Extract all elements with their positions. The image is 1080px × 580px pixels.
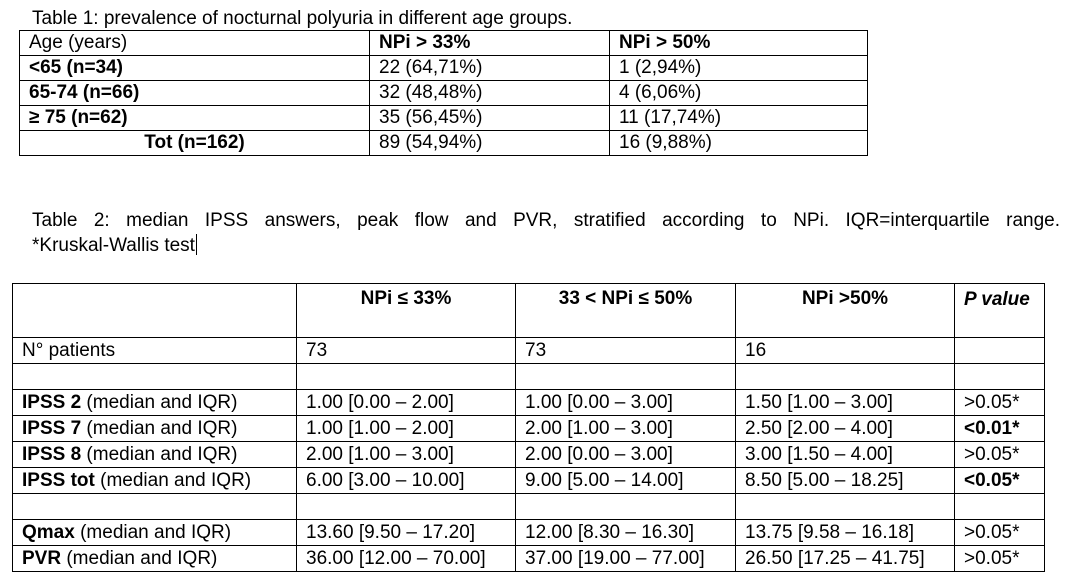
table2-label-rest: (median and IQR) [61,548,218,569]
table2-cell [13,494,297,520]
table2-row-label [13,546,297,572]
table2-row-label [13,390,297,416]
table1-header-cell: NPi > 33% [370,31,610,56]
table1-header-row [20,31,868,56]
table1-cell: 1 (2,94%) [610,56,868,81]
table1-cell: 65-74 (n=66) [20,81,370,106]
table1-total-row [20,131,868,156]
table2-cell: 37.00 [19.00 – 77.00] [516,546,736,572]
table2-cell: 2.50 [2.00 – 4.00] [736,416,955,442]
table2-p-value: >0.05* [955,390,1045,416]
table2-p-value: >0.05* [955,520,1045,546]
table2-p-value: >0.05* [955,442,1045,468]
table2-cell: 73 [297,338,516,364]
table2-label-bold: IPSS 8 [22,444,82,465]
table2-label-bold: PVR [22,548,62,569]
table2-cell: 26.50 [17.25 – 41.75] [736,546,955,572]
table2 [12,283,1045,572]
table1-cell: 16 (9,88%) [610,131,868,156]
table2-label-bold: IPSS 7 [22,418,82,439]
table1 [19,30,868,156]
table1-header-cell: Age (years) [20,31,370,56]
table2-row-label [13,468,297,494]
table2-cell [955,338,1045,364]
table2-header-cell: NPi ≤ 33% [297,284,516,338]
table2-caption-line2[interactable] [32,234,197,257]
table-row [13,468,1045,494]
table2-header-cell: NPi >50% [736,284,955,338]
table2-caption-footnote: *Kruskal-Wallis test [32,235,195,256]
table1-cell: 35 (56,45%) [370,106,610,131]
table2-label-rest: (median and IQR) [81,418,238,439]
table2-cell [955,364,1045,390]
table2-label-rest: (median and IQR) [81,392,238,413]
table2-cell: 36.00 [12.00 – 70.00] [297,546,516,572]
table2-caption: Table 2: median IPSS answers, peak flow and PVR, stratified according to NPi. IQR=interquartile range. [32,210,1060,231]
table2-cell: 6.00 [3.00 – 10.00] [297,468,516,494]
table1-cell: 4 (6,06%) [610,81,868,106]
table2-cell [516,364,736,390]
table-row [13,390,1045,416]
table1-header-cell: NPi > 50% [610,31,868,56]
table2-cell: 1.00 [0.00 – 3.00] [516,390,736,416]
table-row [13,416,1045,442]
table2-row-label [13,442,297,468]
table2-cell [516,494,736,520]
table2-patients-row [13,338,1045,364]
table2-cell: 12.00 [8.30 – 16.30] [516,520,736,546]
table1-cell: <65 (n=34) [20,56,370,81]
table2-cell: 13.60 [9.50 – 17.20] [297,520,516,546]
table2-p-value: <0.01* [955,416,1045,442]
table2-spacer-row [13,494,1045,520]
table2-cell [13,364,297,390]
table2-label-bold: IPSS tot [22,470,95,491]
table-row [20,56,868,81]
table2-row-label [13,416,297,442]
table2-row-label [13,520,297,546]
table2-header-row [13,284,1045,338]
table2-cell: 2.00 [1.00 – 3.00] [297,442,516,468]
table1-cell: 22 (64,71%) [370,56,610,81]
table2-header-cell: 33 < NPi ≤ 50% [516,284,736,338]
table2-cell [297,364,516,390]
table2-cell: 16 [736,338,955,364]
table2-cell: 1.00 [1.00 – 2.00] [297,416,516,442]
table1-caption: Table 1: prevalence of nocturnal polyuria in different age groups. [32,8,573,29]
table2-label-bold: Qmax [22,522,75,543]
table-row [13,520,1045,546]
table-row [13,442,1045,468]
table2-cell: 1.00 [0.00 – 2.00] [297,390,516,416]
table2-label-rest: (median and IQR) [94,470,252,491]
table-row [20,81,868,106]
table2-spacer-row [13,364,1045,390]
table2-header-cell: P value [955,284,1045,338]
table-row [13,546,1045,572]
table1-cell: 32 (48,48%) [370,81,610,106]
table2-cell: 73 [516,338,736,364]
table2-cell: 9.00 [5.00 – 14.00] [516,468,736,494]
table2-cell: 3.00 [1.50 – 4.00] [736,442,955,468]
table2-cell [736,364,955,390]
table2-label-rest: (median and IQR) [74,522,232,543]
table2-p-value: >0.05* [955,546,1045,572]
table2-header-cell [13,284,297,338]
table2-label-rest: (median and IQR) [81,444,238,465]
table2-label-bold: IPSS 2 [22,392,82,413]
table2-p-value: <0.05* [955,468,1045,494]
table2-cell: 2.00 [0.00 – 3.00] [516,442,736,468]
table2-cell [736,494,955,520]
table2-cell: 13.75 [9.58 – 16.18] [736,520,955,546]
table2-cell: 8.50 [5.00 – 18.25] [736,468,955,494]
table1-cell: Tot (n=162) [20,131,370,156]
table2-cell [297,494,516,520]
table2-cell [955,494,1045,520]
table-row [20,106,868,131]
table2-cell: 1.50 [1.00 – 3.00] [736,390,955,416]
table1-cell: 11 (17,74%) [610,106,868,131]
table2-cell: 2.00 [1.00 – 3.00] [516,416,736,442]
table2-cell: N° patients [13,338,297,364]
table1-cell: ≥ 75 (n=62) [20,106,370,131]
text-cursor [196,234,197,255]
table1-cell: 89 (54,94%) [370,131,610,156]
